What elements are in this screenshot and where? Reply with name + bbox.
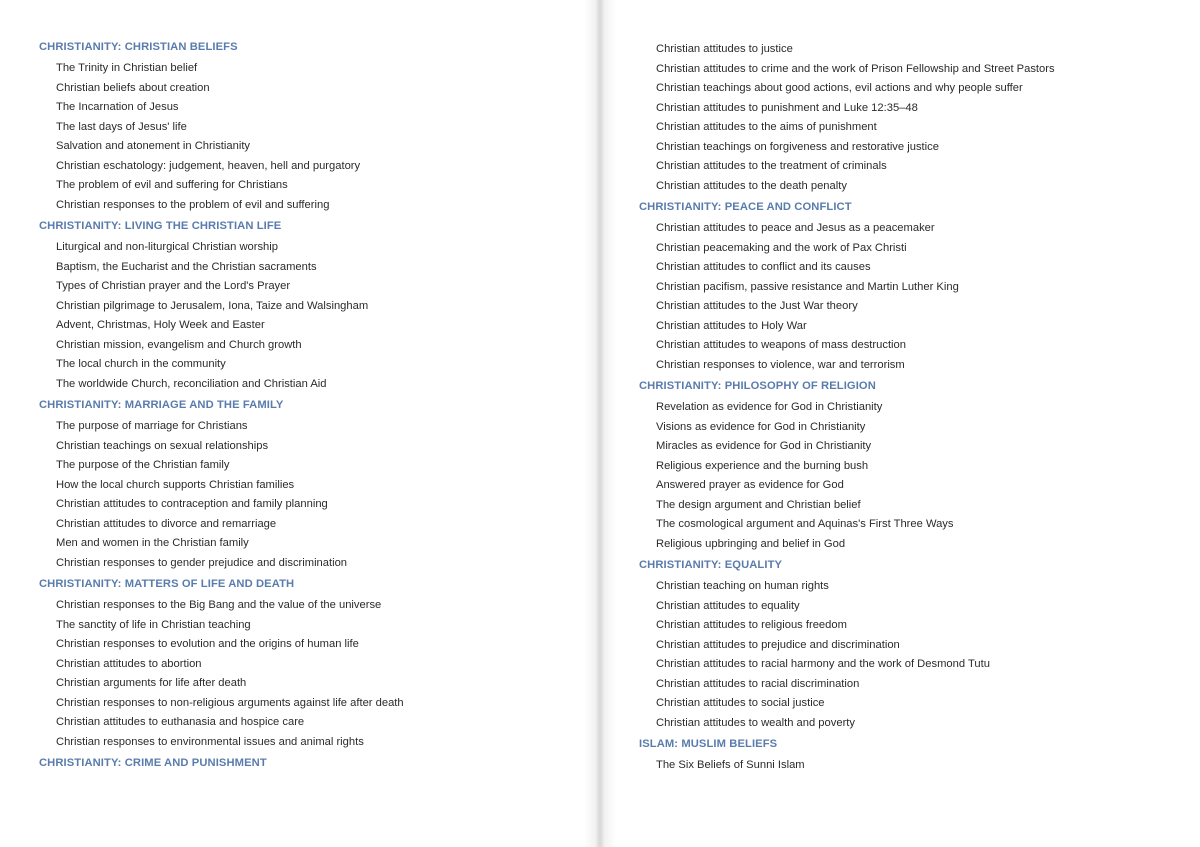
topic-list-item: Christian attitudes to racial discrimination	[656, 677, 860, 690]
topic-list-item: Christian attitudes to crime and the work of Prison Fellowship and Street Pastors	[656, 62, 1055, 75]
topic-list-item: Types of Christian prayer and the Lord's Prayer	[56, 280, 291, 292]
topic-list-item: The purpose of marriage for Christians	[56, 420, 248, 432]
topic-list-item: Christian teaching on human rights	[656, 580, 829, 592]
section-item-list	[39, 238, 600, 394]
topic-list-item: Christian attitudes to prejudice and discrimination	[656, 638, 900, 651]
topic-list-item: Christian attitudes to wealth and poverty	[656, 716, 855, 729]
section-item-list	[639, 219, 1200, 375]
section-christianity-marriage-and-the-family	[39, 398, 600, 573]
topic-list-item: Christian attitudes to conflict and its causes	[656, 261, 871, 273]
topic-list-item: Christian attitudes to the treatment of criminals	[656, 160, 887, 172]
topic-list-item: The cosmological argument and Aquinas's First Three Ways	[656, 518, 954, 530]
topic-list-item: The worldwide Church, reconciliation and Christian Aid	[56, 377, 327, 390]
topic-list-item: The purpose of the Christian family	[56, 459, 230, 471]
topic-list-item: Christian peacemaking and the work of Pax Christi	[656, 241, 907, 254]
section-christianity-peace-and-conflict	[639, 200, 1200, 375]
section-heading: ISLAM: MUSLIM BELIEFS	[639, 738, 778, 750]
section-christianity-crime-and-punishment	[39, 756, 600, 775]
topic-list-item: Liturgical and non-liturgical Christian worship	[56, 241, 278, 253]
topic-list-item: Christian responses to gender prejudice and discrimination	[56, 556, 348, 569]
topic-list-item: The Trinity in Christian belief	[56, 62, 198, 74]
topic-list-item: Christian attitudes to Holy War	[656, 319, 807, 332]
topic-list-item: Christian attitudes to euthanasia and hospice care	[56, 716, 305, 728]
topic-list-item: Christian attitudes to justice	[656, 43, 793, 55]
topic-list-item: Christian responses to evolution and the origins of human life	[56, 638, 359, 650]
topic-list-item: Christian teachings on forgiveness and restorative justice	[656, 140, 939, 153]
topic-list-item: Christian attitudes to contraception and family planning	[56, 498, 328, 510]
topic-list-item: The Incarnation of Jesus	[56, 101, 179, 113]
section-christianity-christian-beliefs	[39, 40, 600, 215]
topic-list-item: Christian beliefs about creation	[56, 81, 210, 94]
section-heading: CHRISTIANITY: MARRIAGE AND THE FAMILY	[39, 399, 284, 411]
topic-list-item: Christian attitudes to divorce and remarriage	[56, 517, 277, 530]
topic-list-item: Christian attitudes to the aims of punishment	[656, 121, 877, 133]
section-islam-muslim-beliefs	[639, 737, 1200, 776]
topic-list-item: Salvation and atonement in Christianity	[56, 140, 251, 152]
topic-list-item: Christian pilgrimage to Jerusalem, Iona, Taize and Walsingham	[56, 299, 369, 312]
topic-list-item: Visions as evidence for God in Christianity	[656, 420, 866, 433]
section-item-list	[39, 596, 600, 752]
section-heading: CHRISTIANITY: CRIME AND PUNISHMENT	[39, 757, 267, 769]
section-heading: CHRISTIANITY: PEACE AND CONFLICT	[639, 201, 852, 213]
topic-list-item: Christian attitudes to abortion	[56, 657, 202, 670]
section-heading: CHRISTIANITY: LIVING THE CHRISTIAN LIFE	[39, 220, 282, 232]
topic-list-item: Men and women in the Christian family	[56, 537, 249, 549]
topic-list-item: Christian responses to the problem of evil and suffering	[56, 198, 330, 211]
topic-list-item: The sanctity of life in Christian teaching	[56, 618, 251, 631]
topic-list-item: Christian responses to environmental issues and animal rights	[56, 735, 364, 748]
section-item-list	[639, 756, 1200, 776]
section-item-list	[639, 577, 1200, 733]
topic-list-item: Christian pacifism, passive resistance and Martin Luther King	[656, 280, 959, 293]
section-item-list	[39, 417, 600, 573]
topic-list-item: Revelation as evidence for God in Christianity	[656, 401, 883, 413]
topic-list-item: Christian responses to the Big Bang and the value of the universe	[56, 599, 382, 611]
topic-list-item: Christian teachings on sexual relationships	[56, 439, 269, 452]
section-heading: CHRISTIANITY: PHILOSOPHY OF RELIGION	[639, 380, 876, 392]
continued-item-list	[639, 40, 1200, 196]
topic-list-item: The problem of evil and suffering for Christians	[56, 179, 288, 191]
topic-list-item: Christian eschatology: judgement, heaven, hell and purgatory	[56, 159, 361, 172]
topic-list-item: How the local church supports Christian families	[56, 478, 295, 491]
section-christianity-living-the-christian-life	[39, 219, 600, 394]
topic-list-item: Christian attitudes to religious freedom	[656, 619, 847, 631]
topic-list-item: Christian mission, evangelism and Church growth	[56, 338, 302, 351]
section-christianity-philosophy-of-religion	[639, 379, 1200, 554]
topic-list-item: Christian attitudes to equality	[656, 599, 800, 612]
section-heading: CHRISTIANITY: EQUALITY	[639, 559, 783, 571]
section-christianity-equality	[639, 558, 1200, 733]
topic-list-item: Christian attitudes to peace and Jesus as a peacemaker	[656, 222, 935, 234]
topic-list-item: Christian attitudes to racial harmony and the work of Desmond Tutu	[656, 658, 990, 670]
topic-list-item: Religious experience and the burning bush	[656, 459, 869, 472]
topic-list-item: Advent, Christmas, Holy Week and Easter	[56, 319, 265, 331]
topic-list-item: Christian attitudes to social justice	[656, 697, 825, 709]
topic-list-item: Christian responses to non-religious arguments against life after death	[56, 696, 404, 709]
topic-list-item: The local church in the community	[56, 358, 226, 370]
topic-list-item: Christian attitudes to punishment and Luke 12:35–48	[656, 101, 918, 114]
right-page	[600, 0, 1200, 847]
section-heading: CHRISTIANITY: MATTERS OF LIFE AND DEATH	[39, 578, 295, 590]
topic-list-item: Answered prayer as evidence for God	[656, 479, 844, 491]
topic-list-item: Christian attitudes to the Just War theory	[656, 300, 858, 312]
section-christianity-matters-of-life-and-death	[39, 577, 600, 752]
topic-list-item: Christian teachings about good actions, evil actions and why people suffer	[656, 82, 1023, 94]
topic-list-item: The last days of Jesus' life	[56, 120, 187, 133]
topic-list-item: Christian responses to violence, war and terrorism	[656, 358, 905, 371]
section-heading: CHRISTIANITY: CHRISTIAN BELIEFS	[39, 41, 238, 53]
section-item-list	[639, 398, 1200, 554]
topic-list-item: Baptism, the Eucharist and the Christian sacraments	[56, 260, 317, 273]
topic-list-item: Miracles as evidence for God in Christianity	[656, 440, 872, 452]
section-item-list	[39, 59, 600, 215]
topic-list-item: Christian arguments for life after death	[56, 677, 247, 689]
topic-list-item: Christian attitudes to the death penalty	[656, 179, 847, 192]
topic-list-item: The Six Beliefs of Sunni Islam	[656, 759, 805, 771]
topic-list-item: Christian attitudes to weapons of mass destruction	[656, 339, 906, 351]
topic-list-item: The design argument and Christian belief	[656, 498, 861, 511]
topic-list-item: Religious upbringing and belief in God	[656, 537, 846, 550]
